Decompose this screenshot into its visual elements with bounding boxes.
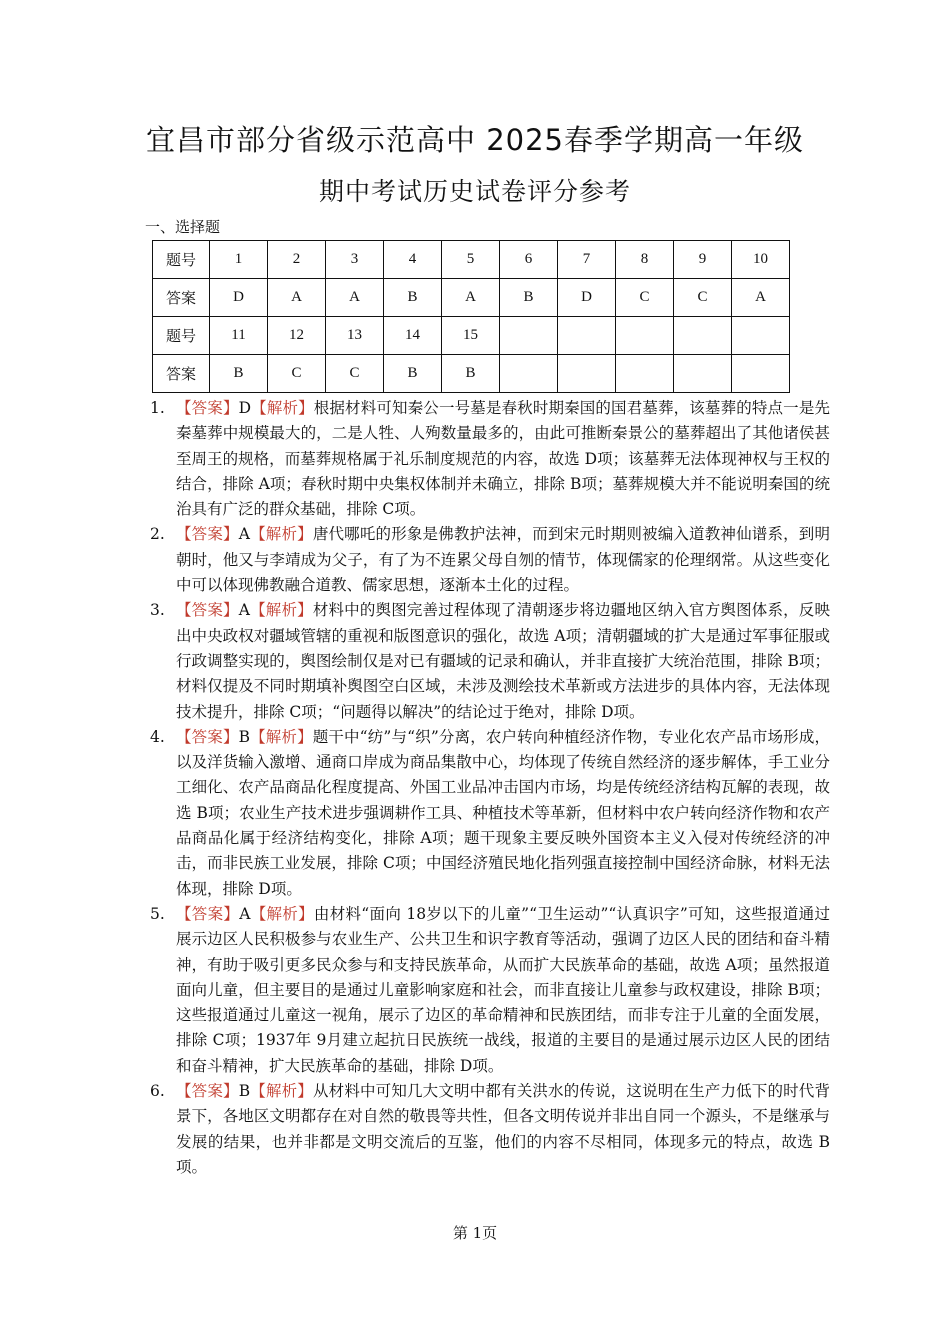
table-cell: 12 [268,317,326,355]
answer-tag: 【答案】 [176,525,239,544]
table-cell [674,355,732,393]
table-cell [558,355,616,393]
table-cell [732,355,790,393]
answer-letter: B [238,727,250,746]
analysis-tag: 【解析】 [249,727,313,746]
table-cell: 10 [732,241,790,279]
analysis-text: 根据材料可知秦公一号墓是春秋时期秦国的国君墓葬，该墓葬的特点一是先秦墓葬中规模最大的，二是人牲、人殉数量最多的，由此可推断秦景公的墓葬超出了其他诸侯甚至周王的规格，而墓葬规格属于礼乐制度规范的内容，故选 D项；该墓葬无法体现神权与王权的结合，排除 A项；春秋时期中央集权体制并未确立，排除 B项；墓葬规模大并不能说明秦国的统治具有广泛的群众基础，排除 C项。 [176,399,830,519]
analysis-tag: 【解析】 [250,904,314,923]
table-cell: A [442,279,500,317]
table-cell [732,317,790,355]
question-body [176,522,830,598]
table-cell: 1 [210,241,268,279]
table-cell: 14 [384,317,442,355]
question-number: 2. [150,525,165,544]
answer-tag: 【答案】 [176,399,239,417]
analysis-text: 由材料“面向 18岁以下的儿童”“卫生运动”“认真识字”可知，这些报道通过展示边区人民积极参与农业生产、公共卫生和识字教育等活动，强调了边区人民的团结和奋斗精神，有助于吸引更多民众参与和支持民族革命，从而扩大民族革命的基础，故选 A项；虽然报道面向儿童，但主要目的是通过儿童影响家庭和社会，而非直接让儿童参与政权建设，排除 B项；这些报道通过儿童这一视角，展示了边区的革命精神和民族团结，而非专注于儿童的全面发展，排除 C项；1937年 9月建立起抗日民族统一战线，报道的主要目的是通过展示边区人民的团结和奋斗精神，扩大民族革命的基础，排除 D项。 [176,904,830,1075]
table-row [153,241,790,279]
question-item [150,396,830,522]
question-list [150,396,830,1180]
table-row-label: 答案 [153,355,210,393]
table-row-label: 题号 [153,317,210,355]
answer-letter: A [239,904,251,923]
table-cell [616,317,674,355]
table-cell: A [268,279,326,317]
table-cell: C [326,355,384,393]
answer-letter: D [238,399,252,417]
table-cell: 8 [616,241,674,279]
table-row [153,355,790,393]
question-body [176,1079,830,1180]
table-cell: 13 [326,317,384,355]
analysis-text: 材料中的舆图完善过程体现了清朝逐步将边疆地区纳入官方舆图体系，反映出中央政权对疆域管辖的重视和版图意识的强化，故选 A项；清朝疆域的扩大是通过军事征服或行政调整实现的，舆图绘制仅是对已有疆域的记录和确认，并非直接扩大统治范围，排除 B项；材料仅提及不同时期填补舆图空白区域，未涉及测绘技术革新或方法进步的具体内容，无法体现技术提升，排除 C项；“问题得以解决”的结论过于绝对，排除 D项。 [176,601,830,721]
table-cell: 3 [326,241,384,279]
analysis-tag: 【解析】 [250,1082,313,1101]
answer-tag: 【答案】 [176,601,239,620]
question-number: 4. [150,727,165,746]
question-item [150,725,830,902]
question-number: 3. [150,601,165,620]
document-subtitle: 期中考试历史试卷评分参考 [318,177,631,206]
table-row [153,279,790,317]
section-title: 一、选择题 [145,218,221,236]
table-cell: 5 [442,241,500,279]
table-row-label: 答案 [153,279,210,317]
question-item [150,902,830,1079]
table-cell: 9 [674,241,732,279]
question-number: 6. [150,1082,165,1101]
analysis-tag: 【解析】 [249,525,313,544]
table-cell: B [500,279,558,317]
table-cell: B [384,355,442,393]
question-body [176,902,830,1079]
answer-tag: 【答案】 [176,1082,239,1101]
question-item [150,598,830,724]
question-body [176,396,830,522]
question-body [176,598,830,724]
table-cell: D [210,279,268,317]
table-cell: C [616,279,674,317]
question-number: 1. [150,399,165,417]
answer-letter: A [238,525,250,544]
question-item [150,522,830,598]
table-cell: 2 [268,241,326,279]
answer-letter: A [238,601,250,620]
table-cell: 4 [384,241,442,279]
table-cell [558,317,616,355]
table-cell: B [384,279,442,317]
table-cell: C [674,279,732,317]
question-item [150,1079,830,1180]
table-cell [674,317,732,355]
answer-letter: B [238,1082,251,1101]
page-number: 第 1页 [452,1224,498,1242]
table-cell: 7 [558,241,616,279]
question-number: 5. [150,904,165,923]
answer-tag: 【答案】 [176,904,240,923]
table-cell: B [442,355,500,393]
table-cell: 15 [442,317,500,355]
table-cell: C [268,355,326,393]
analysis-tag: 【解析】 [249,601,313,620]
table-cell: D [558,279,616,317]
table-row-label: 题号 [153,241,210,279]
table-cell [616,355,674,393]
document-title: 宜昌市部分省级示范高中 2025春季学期高一年级 [145,123,805,157]
table-cell: A [326,279,384,317]
analysis-text: 唐代哪吒的形象是佛教护法神，而到宋元时期则被编入道教神仙谱系，到明朝时，他又与李靖成为父子，有了为不连累父母自刎的情节，体现儒家的伦理纲常。从这些变化中可以体现佛教融合道教、儒家思想，逐渐本土化的过程。 [176,525,830,595]
question-body [176,725,830,902]
table-cell [500,355,558,393]
answer-tag: 【答案】 [176,727,239,746]
table-cell [500,317,558,355]
analysis-tag: 【解析】 [251,399,314,417]
answer-table [152,240,790,393]
table-row [153,317,790,355]
table-cell: 6 [500,241,558,279]
analysis-text: 从材料中可知几大文明中都有关洪水的传说，这说明在生产力低下的时代背景下，各地区文明都存在对自然的敬畏等共性，但各文明传说并非出自同一个源头，不是继承与发展的结果，也并非都是文明交流后的互鉴，他们的内容不尽相同，体现多元的特点，故选 B项。 [176,1082,830,1176]
analysis-text: 题干中“纺”与“织”分离，农户转向种植经济作物，专业化农产品市场形成，以及洋货输入激增、通商口岸成为商品集散中心，均体现了传统自然经济的逐步解体，手工业分工细化、农产品商品化程度提高、外国工业品冲击国内市场，均是传统经济结构瓦解的表现，故选 B项；农业生产技术进步强调耕作工具、种植技术等革新，但材料中农户转向经济作物和农产品商品化属于经济结构变化，排除 A项；题干现象主要反映外国资本主义入侵对传统经济的冲击，而非民族工业发展，排除 C项；中国经济殖民地化指列强直接控制中国经济命脉，材料无法体现，排除 D项。 [176,727,830,898]
table-cell: 11 [210,317,268,355]
table-cell: B [210,355,268,393]
table-cell: A [732,279,790,317]
